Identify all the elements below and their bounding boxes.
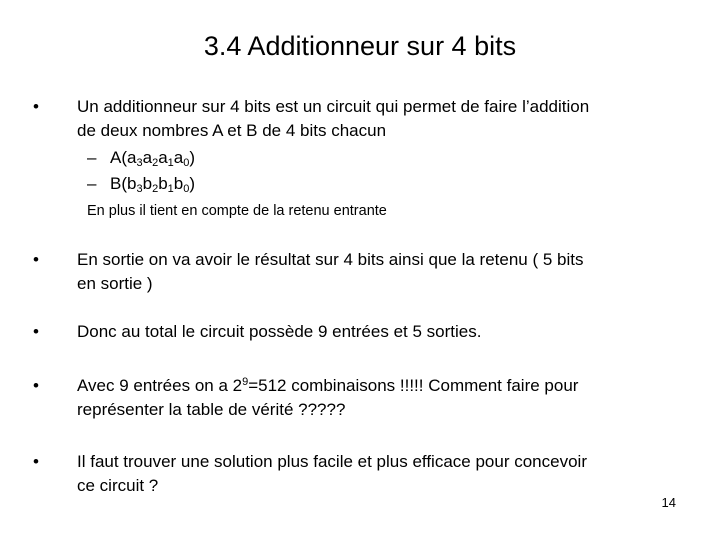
- slide-title: 3.4 Additionneur sur 4 bits: [203, 31, 517, 61]
- bullet-3-text-1: Donc au total le circuit possède 9 entrées et 5 sorties.: [77, 322, 482, 341]
- bullet-1-text-2: de deux nombres A et B de 4 bits chacun: [77, 121, 387, 140]
- bullet-3: [0, 320, 720, 344]
- sub-item-a: [0, 145, 720, 171]
- bullet-1-text-1: Un additionneur sur 4 bits est un circuit qui permet de faire l’addition: [77, 97, 590, 116]
- sub-item-b-text: $B(b_3b_2b_1b_0)$: [110, 174, 196, 195]
- bullet-5-line-1: [0, 450, 720, 474]
- bullet-3-line-1: [0, 320, 720, 344]
- bullet-dot: •: [33, 250, 39, 269]
- bullet-4: [0, 374, 720, 422]
- bullet-4-line-2: [0, 398, 720, 422]
- bullet-5-text-2: ce circuit ?: [77, 476, 159, 495]
- sub-item-b: [0, 171, 720, 197]
- bullet-dot: •: [33, 322, 39, 341]
- page-number: 14: [661, 495, 676, 510]
- bullet-2-text-2: en sortie ): [77, 274, 153, 293]
- bullet-2: [0, 248, 720, 296]
- bullet-5: [0, 450, 720, 498]
- bullet-2-text-1: En sortie on va avoir le résultat sur 4 bits ainsi que la retenu ( 5 bits: [77, 250, 584, 269]
- bullet-dot: •: [33, 376, 39, 395]
- bullet-1-line-2: [0, 119, 720, 143]
- sub-item-a-text: $A(a_3a_2a_1a_0)$: [110, 148, 196, 169]
- sub-dash: –: [87, 148, 97, 167]
- bullet-5-text-1: Il faut trouver une solution plus facile et plus efficace pour concevoir: [77, 452, 587, 471]
- bullet-1-line-1: [0, 95, 720, 119]
- bullet-1-note: En plus il tient en compte de la retenu entrante: [87, 203, 387, 219]
- bullet-4-text-2: représenter la table de vérité ?????: [77, 400, 346, 419]
- bullet-5-line-2: [0, 474, 720, 498]
- bullet-2-line-2: [0, 272, 720, 296]
- bullet-dot: •: [33, 97, 39, 116]
- bullet-2-line-1: [0, 248, 720, 272]
- bullet-4-line-1: [0, 374, 720, 398]
- bullet-1: [0, 95, 720, 221]
- bullet-dot: •: [33, 452, 39, 471]
- sub-dash: –: [87, 174, 97, 193]
- bullet-4-text-1: Avec 9 entrées on a $2^9=512$ combinaisons !!!!! Comment faire pour: [77, 376, 579, 395]
